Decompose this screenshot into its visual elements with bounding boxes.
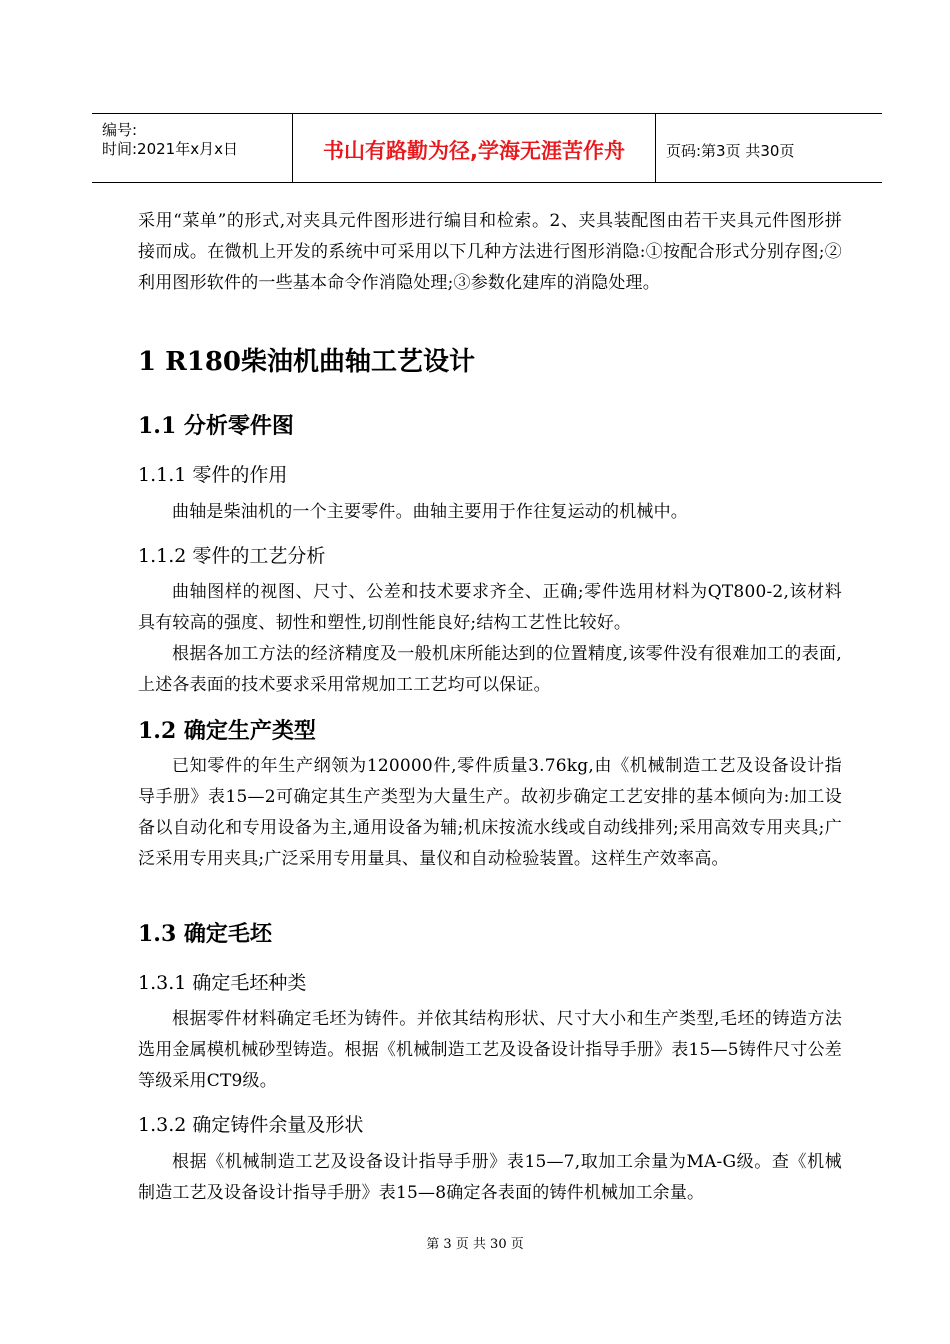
page-footer: 第 3 页 共 30 页 bbox=[426, 1237, 524, 1252]
header-info-cell bbox=[92, 114, 293, 182]
paragraph-casting-allowance: 根据《机械制造工艺及设备设计指导手册》表15—7,取加工余量为MA-G级。查《机械制造工艺及设备设计指导手册》表15—8确定各表面的铸件机械加工余量。 bbox=[138, 1152, 842, 1203]
subsection-heading-1-3-1: 1.3.1 确定毛坯种类 bbox=[138, 972, 307, 994]
id-label: 编号: bbox=[102, 121, 138, 139]
page-label: 页码:第3页 共30页 bbox=[666, 141, 795, 160]
section-heading-1-1: 1.1 分析零件图 bbox=[138, 413, 294, 439]
page-header bbox=[92, 113, 882, 183]
paragraph-process-analysis: 曲轴图样的视图、尺寸、公差和技术要求齐全、正确;零件选用材料为QT800-2,该材料具有较高的强度、韧性和塑性,切削性能良好;结构工艺性比较好。 bbox=[138, 582, 842, 633]
subsection-heading-1-3-2: 1.3.2 确定铸件余量及形状 bbox=[138, 1114, 364, 1136]
section-heading-1-2: 1.2 确定生产类型 bbox=[138, 718, 316, 744]
intro-paragraph: 采用“菜单”的形式,对夹具元件图形进行编目和检索。2、夹具装配图由若干夹具元件图形拼接而成。在微机上开发的系统中可采用以下几种方法进行图形消隐:①按配合形式分别存图;②利用图形软件的一些基本命令作消隐处理;③参数化建库的消隐处理。 bbox=[138, 211, 842, 293]
time-label: 时间:2021年x月x日 bbox=[102, 140, 238, 158]
chapter-heading: 1 R180柴油机曲轴工艺设计 bbox=[138, 347, 476, 377]
paragraph-blank-type: 根据零件材料确定毛坯为铸件。并依其结构形状、尺寸大小和生产类型,毛坯的铸造方法选用金属模机械砂型铸造。根据《机械制造工艺及设备设计指导手册》表15—5铸件尺寸公差等级采用CT9级。 bbox=[138, 1009, 842, 1091]
paragraph-accuracy: 根据各加工方法的经济精度及一般机床所能达到的位置精度,该零件没有很难加工的表面,上述各表面的技术要求采用常规加工工艺均可以保证。 bbox=[138, 644, 842, 695]
subsection-heading-1-1-2: 1.1.2 零件的工艺分析 bbox=[138, 545, 326, 567]
motto: 书山有路勤为径,学海无涯苦作舟 bbox=[293, 114, 656, 182]
section-heading-1-3: 1.3 确定毛坯 bbox=[138, 921, 272, 947]
paragraph-production-type: 已知零件的年生产纲领为120000件,零件质量3.76kg,由《机械制造工艺及设备设计指导手册》表15—2可确定其生产类型为大量生产。故初步确定工艺安排的基本倾向为:加工设备以自动化和专用设备为主,通用设备为辅;机床按流水线或自动线排列;采用高效专用夹具;广泛采用专用夹具;广泛采用专用量具、量仪和自动检验装置。这样生产效率高。 bbox=[138, 756, 842, 869]
paragraph-part-function: 曲轴是柴油机的一个主要零件。曲轴主要用于作往复运动的机械中。 bbox=[172, 502, 688, 522]
subsection-heading-1-1-1: 1.1.1 零件的作用 bbox=[138, 464, 288, 486]
